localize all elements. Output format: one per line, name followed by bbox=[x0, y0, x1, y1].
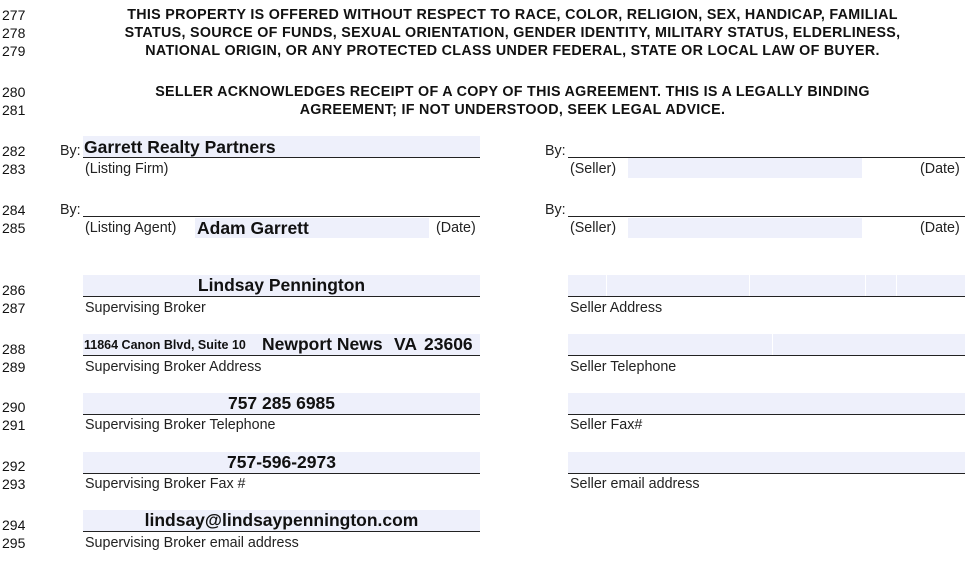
date-label: (Date) bbox=[436, 220, 476, 236]
date-label: (Date) bbox=[920, 220, 960, 236]
line-number: 289 bbox=[2, 359, 26, 375]
line-number: 281 bbox=[2, 102, 26, 118]
line-number: 286 bbox=[2, 282, 26, 298]
broker-email-value: lindsay@lindsaypennington.com bbox=[144, 510, 419, 530]
broker-fax-label: Supervising Broker Fax # bbox=[85, 476, 246, 492]
listing-agent-label: (Listing Agent) bbox=[85, 220, 177, 236]
broker-telephone-line bbox=[83, 414, 480, 415]
supervising-broker-line bbox=[83, 296, 480, 297]
broker-address-label: Supervising Broker Address bbox=[85, 359, 262, 375]
line-number: 278 bbox=[2, 25, 26, 41]
broker-address-line bbox=[83, 355, 480, 356]
broker-city-value: Newport News bbox=[262, 334, 383, 354]
seller-email-label: Seller email address bbox=[570, 476, 700, 492]
listing-firm-label: (Listing Firm) bbox=[85, 161, 169, 177]
line-number: 279 bbox=[2, 43, 26, 59]
broker-zip-value: 23606 bbox=[424, 334, 473, 354]
line-number: 294 bbox=[2, 517, 26, 533]
seller-fax-line bbox=[568, 414, 965, 415]
line-number: 292 bbox=[2, 458, 26, 474]
seller-email-line bbox=[568, 473, 965, 474]
by-label: By: bbox=[60, 143, 81, 159]
seller-date-field-2[interactable] bbox=[628, 218, 862, 238]
broker-street-value: 11864 Canon Blvd, Suite 10 bbox=[84, 338, 246, 352]
line-number: 284 bbox=[2, 202, 26, 218]
line-number: 295 bbox=[2, 535, 26, 551]
seller-label: (Seller) bbox=[570, 161, 617, 177]
by-label: By: bbox=[545, 143, 566, 159]
broker-email-line bbox=[83, 531, 480, 532]
broker-telephone-value: 757 285 6985 bbox=[227, 393, 336, 413]
fair-housing-line-1: THIS PROPERTY IS OFFERED WITHOUT RESPECT TO RACE, COLOR, RELIGION, SEX, HANDICAP, FAMILIAL bbox=[127, 7, 898, 23]
seller-fax-field[interactable] bbox=[568, 393, 965, 414]
broker-telephone-label: Supervising Broker Telephone bbox=[85, 417, 276, 433]
seller-address-field[interactable] bbox=[568, 275, 965, 296]
listing-agent-value: Adam Garrett bbox=[197, 218, 309, 238]
line-number: 277 bbox=[2, 7, 26, 23]
seller-address-line bbox=[568, 296, 965, 297]
seller-telephone-line bbox=[568, 355, 965, 356]
seller-fax-label: Seller Fax# bbox=[570, 417, 643, 433]
seller-email-field[interactable] bbox=[568, 452, 965, 473]
listing-firm-value: Garrett Realty Partners bbox=[84, 137, 276, 157]
acknowledgement-line-1: SELLER ACKNOWLEDGES RECEIPT OF A COPY OF THIS AGREEMENT. THIS IS A LEGALLY BINDING bbox=[155, 84, 870, 100]
broker-fax-line bbox=[83, 473, 480, 474]
acknowledgement-line-2: AGREEMENT; IF NOT UNDERSTOOD, SEEK LEGAL ADVICE. bbox=[299, 102, 726, 118]
broker-email-label: Supervising Broker email address bbox=[85, 535, 299, 551]
listing-firm-line bbox=[83, 157, 480, 158]
seller-telephone-field[interactable] bbox=[568, 334, 965, 355]
seller-date-field-1[interactable] bbox=[628, 158, 862, 178]
by-label: By: bbox=[60, 202, 81, 218]
supervising-broker-label: Supervising Broker bbox=[85, 300, 206, 316]
fair-housing-line-2: STATUS, SOURCE OF FUNDS, SEXUAL ORIENTATION, GENDER IDENTITY, MILITARY STATUS, ELDERLINESS, bbox=[124, 25, 901, 41]
broker-state-value: VA bbox=[394, 334, 418, 354]
listing-agent-signature-line bbox=[83, 216, 480, 217]
seller-label: (Seller) bbox=[570, 220, 617, 236]
line-number: 283 bbox=[2, 161, 26, 177]
line-number: 282 bbox=[2, 143, 26, 159]
line-number: 288 bbox=[2, 341, 26, 357]
broker-fax-value: 757-596-2973 bbox=[227, 452, 336, 472]
supervising-broker-value: Lindsay Pennington bbox=[197, 275, 366, 295]
seller-address-label: Seller Address bbox=[570, 300, 663, 316]
seller-signature-line bbox=[568, 216, 965, 217]
line-number: 290 bbox=[2, 399, 26, 415]
line-number: 280 bbox=[2, 84, 26, 100]
line-number: 291 bbox=[2, 417, 26, 433]
line-number: 285 bbox=[2, 220, 26, 236]
fair-housing-line-3: NATIONAL ORIGIN, OR ANY PROTECTED CLASS UNDER FEDERAL, STATE OR LOCAL LAW OF BUYER. bbox=[145, 43, 880, 59]
line-number: 293 bbox=[2, 476, 26, 492]
seller-telephone-label: Seller Telephone bbox=[570, 359, 677, 375]
by-label: By: bbox=[545, 202, 566, 218]
date-label: (Date) bbox=[920, 161, 960, 177]
line-number: 287 bbox=[2, 300, 26, 316]
